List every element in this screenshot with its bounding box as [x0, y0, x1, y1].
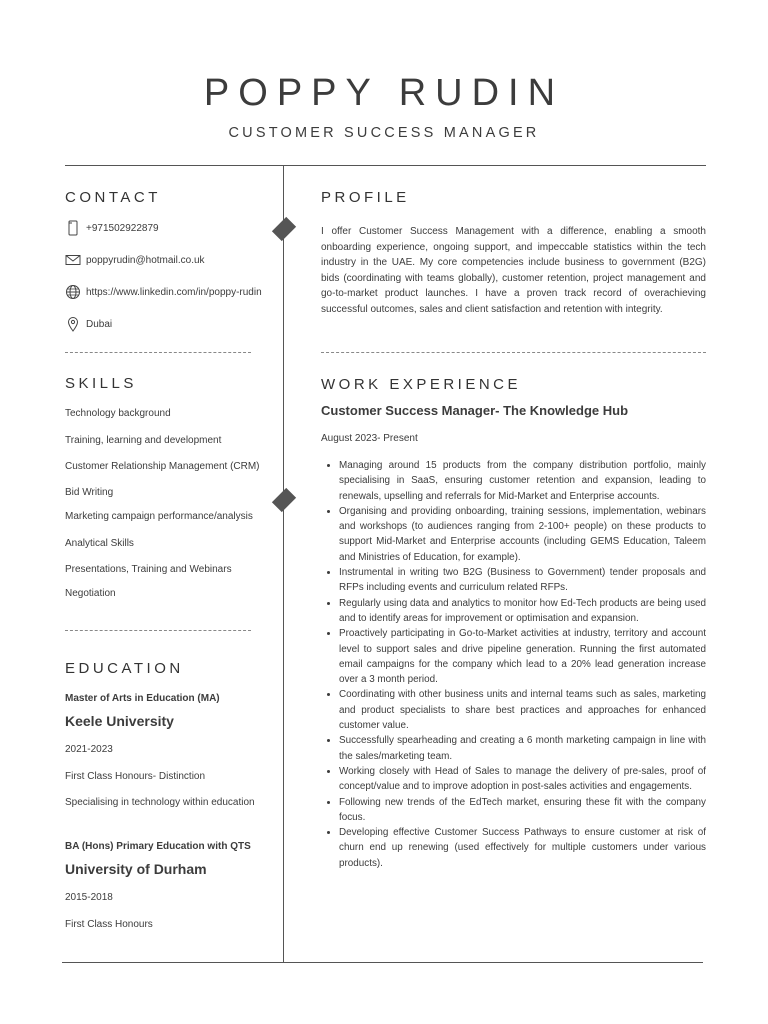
- column-divider: [283, 165, 284, 963]
- phone-number: +971502922879: [86, 222, 159, 234]
- skill-item: Presentations, Training and Webinars: [65, 564, 232, 575]
- email-link[interactable]: poppyrudin@hotmail.co.uk: [86, 254, 205, 266]
- education-detail: First Class Honours- Distinction: [65, 771, 206, 782]
- contact-heading: CONTACT: [65, 189, 161, 206]
- candidate-title: CUSTOMER SUCCESS MANAGER: [228, 125, 540, 141]
- degree-title: BA (Hons) Primary Education with QTS: [65, 841, 251, 852]
- education-heading: EDUCATION: [65, 660, 184, 677]
- school-name: University of Durham: [65, 861, 207, 877]
- contact-location: [65, 315, 112, 333]
- responsibilities-list: [322, 458, 706, 871]
- job-dates: August 2023- Present: [321, 433, 418, 444]
- education-detail: Specialising in technology within education: [65, 797, 255, 808]
- contact-separator: [65, 352, 251, 353]
- degree-title: Master of Arts in Education (MA): [65, 693, 220, 704]
- profile-summary: I offer Customer Success Management with a difference, enabling a smooth onboarding experience, ongoing support, and impeccable statistics within the tech industry in the UAE. My core competencies include business to government (B2G) bids (coordinating with teams globally), customer retention, project management and go-to-market product launches. I have a proven track record of overachieving successful outcomes, sales and client satisfaction and retention with integrity.: [321, 226, 706, 315]
- responsibility-item: • Following new trends of the EdTech market, ensuring these fit with the company focus.: [339, 795, 706, 826]
- diamond-marker-middle: [272, 488, 296, 512]
- education-years: 2015-2018: [65, 892, 113, 903]
- skills-heading: SKILLS: [65, 375, 137, 392]
- phone-icon: [65, 220, 81, 236]
- responsibility-item: • Developing effective Customer Success Pathways to ensure customer at risk of churn end up renewing (used effectively for multiple customers under various products).: [339, 825, 706, 871]
- candidate-name: POPPY RUDIN: [203, 72, 565, 114]
- responsibility-item: • Coordinating with other business units and internal teams such as sales, marketing and product specialists to share best practices and approaches for enhanced customer value.: [339, 687, 706, 733]
- skill-item: Negotiation: [65, 588, 116, 599]
- bottom-divider: [62, 962, 703, 963]
- website-link[interactable]: https://www.linkedin.com/in/poppy-rudin: [86, 286, 262, 298]
- education-years: 2021-2023: [65, 744, 113, 755]
- responsibility-item: • Working closely with Head of Sales to manage the delivery of pre-sales, proof of concept/value and to improve adoption in post-sales activities and engagements.: [339, 764, 706, 795]
- experience-heading: WORK EXPERIENCE: [321, 376, 522, 393]
- skills-separator: [65, 630, 251, 631]
- location-pin-icon: [65, 316, 81, 332]
- responsibility-item: • Proactively participating in Go-to-Market activities at industry, territory and account level to support sales and drive pipeline generation. Running the first automated email campaigns for the company which lead to a 20% lead generation increase over a 3 month period.: [339, 626, 706, 687]
- skill-item: Bid Writing: [65, 487, 114, 498]
- contact-phone: [65, 219, 159, 237]
- skill-item: Technology background: [65, 408, 171, 419]
- contact-email: [65, 251, 205, 269]
- responsibility-item: • Successfully spearheading and creating a 6 month marketing campaign in line with the sales/marketing team.: [339, 733, 706, 764]
- responsibility-item: • Instrumental in writing two B2G (Business to Government) tender proposals and RFPs including events and curriculum related RFPs.: [339, 565, 706, 596]
- top-divider: [65, 165, 706, 166]
- job-title: Customer Success Manager- The Knowledge Hub: [321, 403, 629, 418]
- envelope-icon: [65, 252, 81, 268]
- skill-item: Marketing campaign performance/analysis: [65, 511, 253, 522]
- location-text: Dubai: [86, 318, 113, 330]
- diamond-marker-top: [272, 217, 296, 241]
- contact-website: [65, 283, 262, 301]
- school-name: Keele University: [65, 713, 174, 729]
- skill-item: Training, learning and development: [65, 435, 222, 446]
- responsibility-item: • Regularly using data and analytics to monitor how Ed-Tech products are being used and to identify areas for improvement or optimisation and expansion.: [339, 596, 706, 627]
- globe-icon: [65, 284, 81, 300]
- skill-item: Analytical Skills: [65, 538, 134, 549]
- skill-item: Customer Relationship Management (CRM): [65, 461, 260, 472]
- responsibility-item: • Managing around 15 products from the company distribution portfolio, mainly specialising in SaaS, ensuring customer retention and expansion, leading to renewals, upselling and referrals for Mid-Market and Enterprise accounts.: [339, 458, 706, 504]
- profile-heading: PROFILE: [321, 189, 410, 206]
- education-detail: First Class Honours: [65, 919, 153, 930]
- responsibility-item: • Organising and providing onboarding, training sessions, implementation, webinars and workshops (to audiences ranging from 2-100+ people) on these products to support Mid-Market and Enterprise accounts (including GEMS Education, Taleem and Ministries of Education, for example).: [339, 504, 706, 565]
- profile-separator: [321, 352, 706, 353]
